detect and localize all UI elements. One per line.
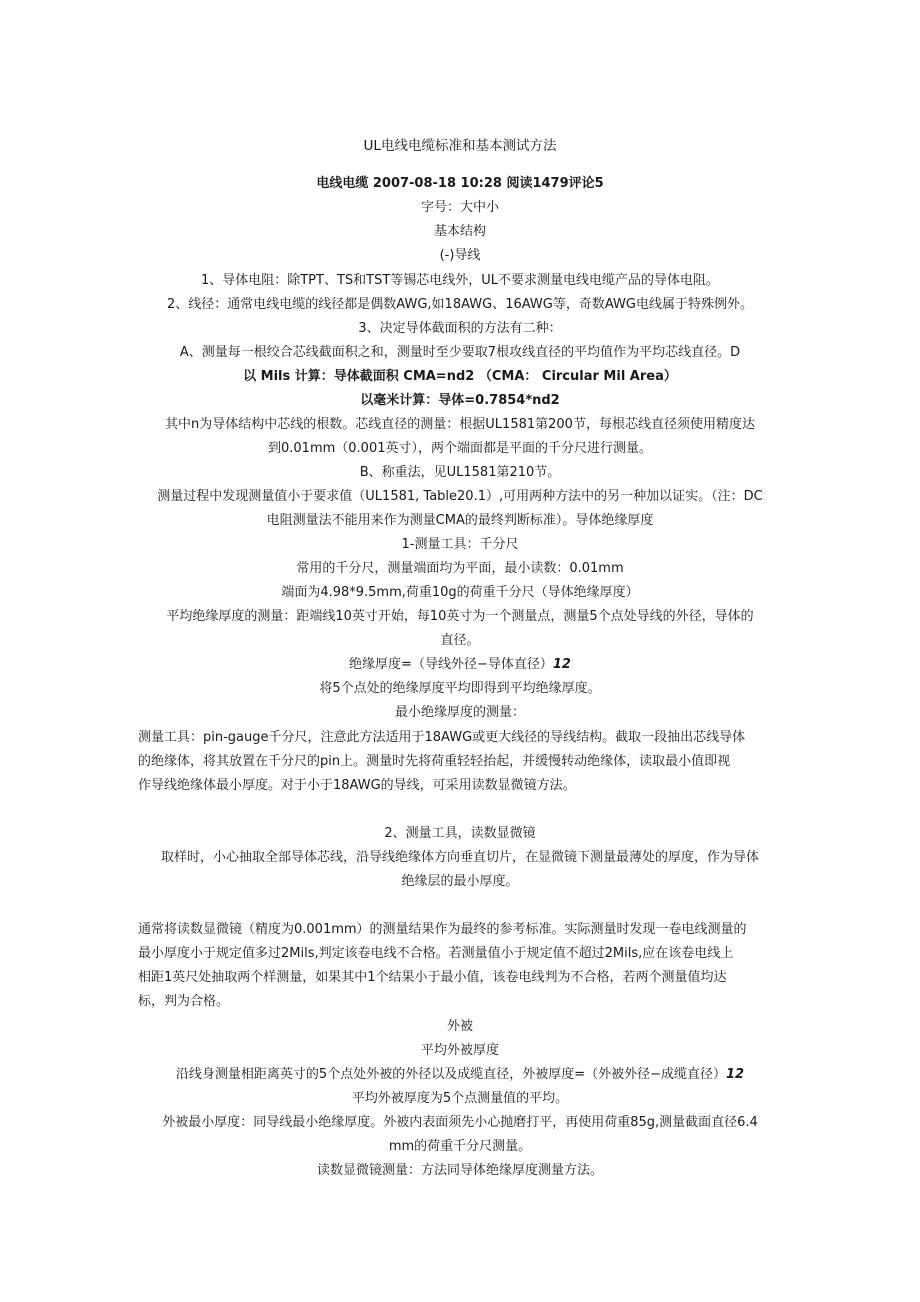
formula-mils: 以 Mils 计算：导体截面积 CMA=nd2 （CMA： Circular Mil Area） — [243, 369, 677, 384]
reference-line3: 相距1英尺处抽取两个样测量，如果其中1个结果小于最小值，该卷电线判为不合格，若两个测量值均达 — [138, 970, 727, 985]
pin-gauge-line2: 的绝缘体，将其放置在千分尺的pin上。测量时先将荷重轻轻抬起，并缓慢转动绝缘体，读取最小值即视 — [138, 754, 731, 769]
avg-insulation-line3: 将5个点处的绝缘厚度平均即得到平均绝缘厚度。 — [319, 681, 601, 696]
pin-gauge-line3: 作导线绝缘体最小厚度。对于小于18AWG的导线，可采用读数显微镜方法。 — [138, 778, 576, 793]
document-title: UL电线电缆标准和基本测试方法 — [363, 138, 557, 154]
min-jacket-line1: 外被最小厚度：同导线最小绝缘厚度。外被内表面须先小心抛磨打平，再使用荷重85g,测量截面直径6.4 — [162, 1115, 758, 1130]
jacket-measurement — [0, 1067, 920, 1083]
insulation-formula-text: 绝缘厚度=（导线外径−导体直径） — [349, 657, 553, 672]
min-jacket-line2: mm的荷重千分尺测量。 — [388, 1139, 532, 1154]
formula-mm: 以毫米计算：导体=0.7854*nd2 — [360, 393, 560, 408]
jacket-measurement-text: 沿线身测量相距离英寸的5个点处外被的外径以及成缆直径，外被厚度=（外被外径−成缆直径） — [175, 1067, 726, 1082]
font-size-selector[interactable]: 字号：大中小 — [420, 200, 499, 215]
reference-line4: 标，判为合格。 — [138, 994, 230, 1009]
reference-line2: 最小厚度小于规定值多过2Mils,判定该卷电线不合格。若测量值小于规定值不超过2Mils,应在该卷电线上 — [138, 946, 734, 961]
insulation-formula-fraction: 12 — [552, 657, 571, 672]
strand-desc-line2: 到0.01mm（0.001英寸），两个端面都是平面的千分尺进行测量。 — [268, 441, 652, 456]
item-area-methods: 3、决定导体截面积的方法有二种： — [358, 321, 562, 336]
avg-jacket-heading: 平均外被厚度 — [420, 1043, 499, 1058]
strand-desc-line1: 其中n为导体结构中芯线的根数。芯线直径的测量：根据UL1581第200节，每根芯线直径须使用精度达 — [165, 417, 755, 432]
sampling-line2: 绝缘层的最小厚度。 — [401, 874, 519, 889]
min-insulation-heading: 最小绝缘厚度的测量： — [394, 705, 525, 720]
micrometer-face: 端面为4.98*9.5mm,荷重10g的荷重千分尺（导体绝缘厚度） — [281, 585, 639, 600]
post-meta: 电线电缆 2007-08-18 10:28 阅读1479评论5 — [316, 176, 604, 191]
verify-line1: 测量过程中发现测量值小于要求值（UL1581, Table20.1）,可用两种方法中的另一种加以证实。（注：DC — [157, 489, 763, 504]
tool-micrometer: 1-测量工具：千分尺 — [401, 537, 519, 552]
avg-insulation-line2: 直径。 — [440, 633, 480, 648]
avg-insulation-line1: 平均绝缘厚度的测量：距端线10英寸开始，每10英寸为一个测量点，测量5个点处导线的外径，导体的 — [166, 609, 754, 624]
section-basic-structure: 基本结构 — [433, 224, 486, 239]
conductor-heading: (-)导线 — [439, 248, 481, 263]
item-conductor-resistance: 1、导体电阻：除TPT、TS和TST等锡芯电线外，UL不要求测量电线电缆产品的导体电阻。 — [200, 273, 720, 288]
microscope-method: 读数显微镜测量：方法同导体绝缘厚度测量方法。 — [316, 1163, 603, 1178]
method-a: A、测量每一根绞合芯线截面积之和，测量时至少要取7根攻线直径的平均值作为平均芯线直径。D — [179, 345, 741, 360]
item-wire-gauge: 2、线径：通常电线电缆的线径都是偶数AWG,如18AWG、16AWG等，奇数AWG电线属于特殊例外。 — [167, 297, 753, 312]
jacket-heading: 外被 — [446, 1019, 473, 1034]
pin-gauge-line1: 测量工具：pin-gauge千分尺，注意此方法适用于18AWG或更大线径的导线结构。截取一段抽出芯线导体 — [138, 730, 746, 745]
method-b: B、称重法，见UL1581第210节。 — [359, 465, 561, 480]
reference-line1: 通常将读数显微镜（精度为0.001mm）的测量结果作为最终的参考标准。实际测量时发现一卷电线测量的 — [138, 922, 747, 937]
jacket-average: 平均外被厚度为5个点测量值的平均。 — [351, 1091, 569, 1106]
insulation-formula — [0, 657, 920, 673]
jacket-formula-fraction: 12 — [725, 1067, 745, 1082]
sampling-line1: 取样时，小心抽取全部导体芯线，沿导线绝缘体方向垂直切片，在显微镜下测量最薄处的厚度，作为导体 — [160, 850, 759, 865]
micrometer-desc: 常用的千分尺，测量端面均为平面，最小读数：0.01mm — [296, 561, 624, 576]
verify-line2: 电阻测量法不能用来作为测量CMA的最终判断标准）。导体绝缘厚度 — [266, 513, 654, 528]
tool-microscope: 2、测量工具，读数显微镜 — [384, 826, 536, 841]
